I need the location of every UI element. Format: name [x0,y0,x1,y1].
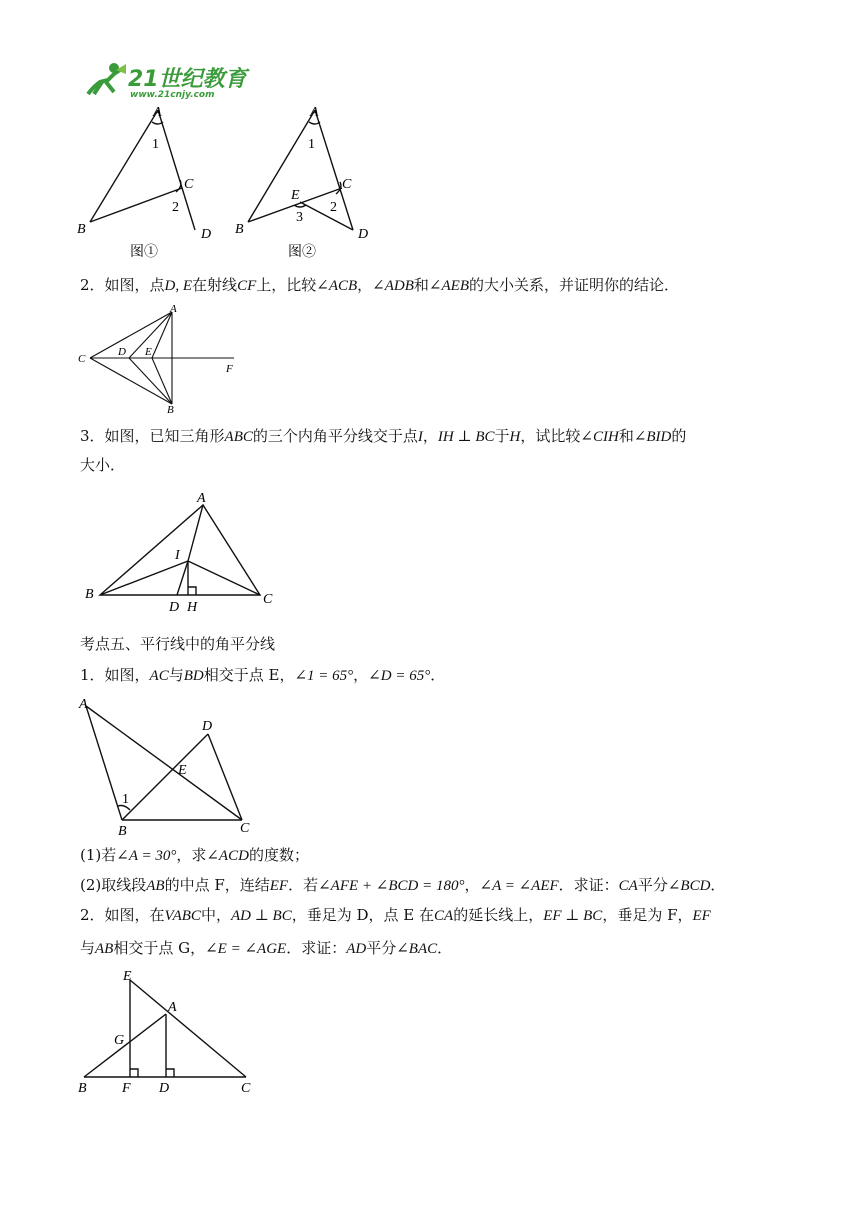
fig1-label-D: D [201,227,212,242]
p1-sub2: (2)取线段AB的中点 F，连结EF．若∠AFE + ∠BCD = 180°，∠A = ∠AEF．求证：CA平分∠BCD． [80,876,726,894]
q3-label-C: C [263,592,273,607]
q3-label-I: I [175,548,180,563]
fig2-angle-3: 3 [296,210,303,225]
p1-sub1: (1)若∠A = 30°，求∠ACD的度数； [80,846,309,864]
logo-url: www.21cnjy.com [130,90,215,100]
p1-angle-1: 1 [122,792,129,807]
q2-label-C: C [78,353,86,365]
q2-label-A: A [170,303,177,315]
logo-brand: 21世纪教育 [128,67,247,92]
logo [80,60,250,104]
p2-line2: 与AB相交于点 G，∠E = ∠AGE．求证：AD平分∠BAC． [80,939,453,957]
fig1-label-A: A [153,105,162,120]
p2-line1: 2．如图，在VABC中，AD ⊥ BC，垂足为 D，点 E 在CA的延长线上，EF ⊥ BC，垂足为 F，EF [80,906,711,924]
q3-label-A: A [197,491,206,506]
fig1-label-B: B [77,222,86,237]
p1-text: 1．如图，AC与BD相交于点 E，∠1 = 65°，∠D = 65°． [80,666,446,684]
figure-p2 [74,962,264,1097]
p1-label-D: D [202,719,213,734]
fig1-label-C: C [184,177,194,192]
fig2-caption: 图② [288,245,316,260]
fig1-caption: 图① [130,245,158,260]
fig2-label-C: C [342,177,352,192]
q2-label-D: D [118,346,126,358]
fig2-label-E: E [291,188,300,203]
p1-label-C: C [240,821,250,836]
p2-label-C: C [241,1081,251,1096]
figure-p1 [74,692,264,840]
q3-label-B: B [85,587,94,602]
q2-label-E: E [145,346,152,358]
section-title: 考点五、平行线中的角平分线 [80,635,276,653]
fig2-angle-2: 2 [330,200,337,215]
q3-text-line1: 3．如图，已知三角形ABC的三个内角平分线交于点I，IH ⊥ BC于H，试比较∠CIH和∠BID的 [80,427,687,445]
p2-label-E: E [123,969,132,984]
p1-label-B: B [118,824,127,839]
figure-q2 [74,300,244,415]
p2-label-A: A [168,1000,177,1015]
q2-label-F: F [226,363,233,375]
q3-label-D: D [169,600,180,615]
figure-q3 [80,485,285,615]
fig2-label-A: A [310,105,319,120]
fig1-angle-1: 1 [152,137,159,152]
p2-label-D: D [159,1081,170,1096]
fig2-label-B: B [235,222,244,237]
figure-top [70,100,390,270]
p2-label-F: F [122,1081,131,1096]
fig2-angle-1: 1 [308,137,315,152]
fig2-label-D: D [358,227,369,242]
q3-text-line2: 大小． [80,456,126,474]
p1-label-E: E [178,763,187,778]
q2-label-B: B [167,404,174,415]
fig1-angle-2: 2 [172,200,179,215]
p2-label-G: G [114,1033,125,1048]
q3-label-H: H [187,600,198,615]
q2-text: 2．如图，点D, E在射线CF上，比较∠ACB，∠ADB和∠AEB的大小关系，并证明你的结论． [80,276,679,294]
p2-label-B: B [78,1081,87,1096]
p1-label-A: A [79,697,88,712]
